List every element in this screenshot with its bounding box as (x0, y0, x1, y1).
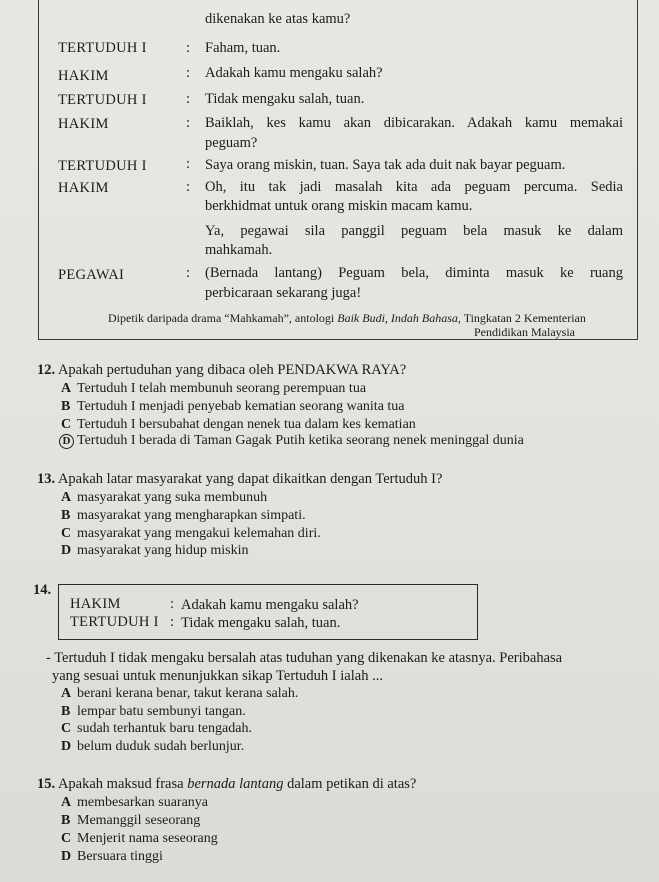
dialogue-line: Saya orang miskin, tuan. Saya tak ada duit nak bayar peguam. (205, 157, 566, 173)
option-letter: C (61, 721, 72, 736)
option-a[interactable] (61, 490, 267, 506)
option-d[interactable] (61, 739, 244, 755)
source-title: Baik Budi, Indah Bahasa (337, 311, 458, 325)
option-text: Tertuduh I telah membunuh seorang perempuan tua (77, 381, 367, 396)
dialogue-line: Adakah kamu mengaku salah? (205, 65, 383, 81)
dialogue-line: peguam? (205, 135, 258, 151)
option-letter: B (61, 399, 71, 414)
option-text: Tertuduh I bersubahat dengan nenek tua dalam kes kematian (77, 417, 416, 432)
speaker-label: TERTUDUH I (70, 614, 159, 630)
option-letter: D (61, 543, 72, 558)
option-text: Bersuara tinggi (77, 849, 163, 864)
option-b[interactable] (61, 399, 405, 415)
dialogue-line: Faham, tuan. (205, 40, 281, 56)
colon: : (186, 91, 191, 107)
option-text: sudah terhantuk baru tengadah. (77, 721, 252, 736)
option-c[interactable] (61, 721, 252, 737)
option-letter: C (61, 831, 72, 846)
colon: : (186, 156, 191, 172)
dialogue-line: perbicaraan sekarang juga! (205, 285, 362, 301)
option-c[interactable] (61, 526, 321, 542)
colon: : (186, 40, 191, 56)
option-text: lempar batu sembunyi tangan. (77, 704, 246, 719)
dialogue-line: Baiklah, kes kamu akan dibicarakan. Adakah kamu memakai (205, 115, 623, 131)
question-number: 15. (37, 776, 56, 792)
speaker-label: TERTUDUH I (58, 40, 147, 56)
question-text: Apakah pertuduhan yang dibaca oleh PENDAKWA RAYA? (57, 362, 407, 378)
dialogue-line: Tidak mengaku salah, tuan. (181, 615, 341, 631)
colon: : (186, 65, 191, 81)
option-c[interactable] (61, 831, 218, 847)
option-text: Tertuduh I menjadi penyebab kematian seorang wanita tua (77, 399, 405, 414)
question-14-number (33, 582, 51, 599)
option-letter: C (61, 526, 72, 541)
question-14-stem-1: - Tertuduh I tidak mengaku bersalah atas tuduhan yang dikenakan ke atasnya. Peribahasa (46, 650, 563, 666)
option-letter: A (61, 795, 72, 810)
colon: : (186, 265, 191, 281)
passage-source-line2: Pendidikan Malaysia (474, 325, 575, 339)
dialogue-line: Tidak mengaku salah, tuan. (205, 91, 365, 107)
speaker-label: HAKIM (70, 596, 121, 612)
speaker-label: TERTUDUH I (58, 92, 147, 108)
question-12 (37, 362, 406, 379)
dialogue-line: Oh, itu tak jadi masalah kita ada peguam percuma. Sedia (205, 179, 623, 195)
option-letter: D (61, 849, 72, 864)
question-13 (37, 471, 442, 488)
option-text: masyarakat yang hidup miskin (77, 543, 249, 558)
option-letter: D (61, 739, 72, 754)
option-letter: B (61, 704, 71, 719)
option-letter: B (61, 813, 71, 828)
option-d[interactable] (61, 849, 163, 865)
speaker-label: TERTUDUH I (58, 158, 147, 174)
question-15 (37, 776, 416, 793)
colon: : (170, 596, 175, 612)
option-letter: B (61, 508, 71, 523)
passage-top-line: dikenakan ke atas kamu? (205, 11, 351, 27)
speaker-label: PEGAWAI (58, 267, 125, 283)
option-text: Tertuduh I berada di Taman Gagak Putih ketika seorang nenek meninggal dunia (77, 433, 524, 448)
option-text: masyarakat yang mengharapkan simpati. (77, 508, 306, 523)
option-letter: A (61, 490, 72, 505)
option-text: membesarkan suaranya (77, 795, 208, 810)
option-c[interactable] (61, 417, 416, 433)
option-a[interactable] (61, 795, 208, 811)
speaker-label: HAKIM (58, 116, 109, 132)
circled-answer-mark: D (59, 434, 74, 449)
option-b[interactable] (61, 704, 246, 720)
option-d[interactable] (61, 543, 248, 559)
dialogue-line: (Bernada lantang) Peguam bela, diminta masuk ke ruang (205, 265, 623, 281)
option-d-circled[interactable] (59, 433, 524, 449)
question-14-stem-2: yang sesuai untuk menunjukkan sikap Tertuduh I ialah ... (52, 668, 383, 684)
option-text: Menjerit nama seseorang (77, 831, 218, 846)
question-number: 13. (37, 471, 56, 487)
option-text: belum duduk sudah berlunjur. (77, 739, 245, 754)
option-b[interactable] (61, 813, 200, 829)
option-a[interactable] (61, 381, 366, 397)
dialogue-line: berkhidmat untuk orang miskin macam kamu. (205, 198, 473, 214)
passage-source (108, 311, 586, 326)
option-a[interactable] (61, 686, 298, 702)
option-text: berani kerana benar, takut kerana salah. (77, 686, 299, 701)
dialogue-line: Adakah kamu mengaku salah? (181, 597, 359, 613)
question-number: 14. (33, 582, 52, 598)
question-text-suffix: dalam petikan di atas? (283, 776, 417, 792)
question-text-italic: bernada lantang (187, 776, 284, 792)
option-text: masyarakat yang suka membunuh (77, 490, 268, 505)
colon: : (170, 614, 175, 630)
source-suffix: , Tingkatan 2 Kementerian (457, 311, 586, 325)
dialogue-line: mahkamah. (205, 242, 273, 258)
question-text: Apakah latar masyarakat yang dapat dikaitkan dengan Tertuduh I? (57, 471, 443, 487)
colon: : (186, 179, 191, 195)
option-text: Memanggil seseorang (77, 813, 201, 828)
option-b[interactable] (61, 508, 306, 524)
source-prefix: Dipetik daripada drama “Mahkamah”, antologi (108, 311, 338, 325)
option-letter: A (61, 381, 72, 396)
question-number: 12. (37, 362, 56, 378)
speaker-label: HAKIM (58, 180, 109, 196)
option-text: masyarakat yang mengakui kelemahan diri. (77, 526, 321, 541)
question-text-prefix: Apakah maksud frasa (57, 776, 188, 792)
colon: : (186, 115, 191, 131)
option-letter: C (61, 417, 72, 432)
dialogue-line: Ya, pegawai sila panggil peguam bela masuk ke dalam (205, 223, 623, 239)
speaker-label: HAKIM (58, 68, 109, 84)
option-letter: A (61, 686, 72, 701)
